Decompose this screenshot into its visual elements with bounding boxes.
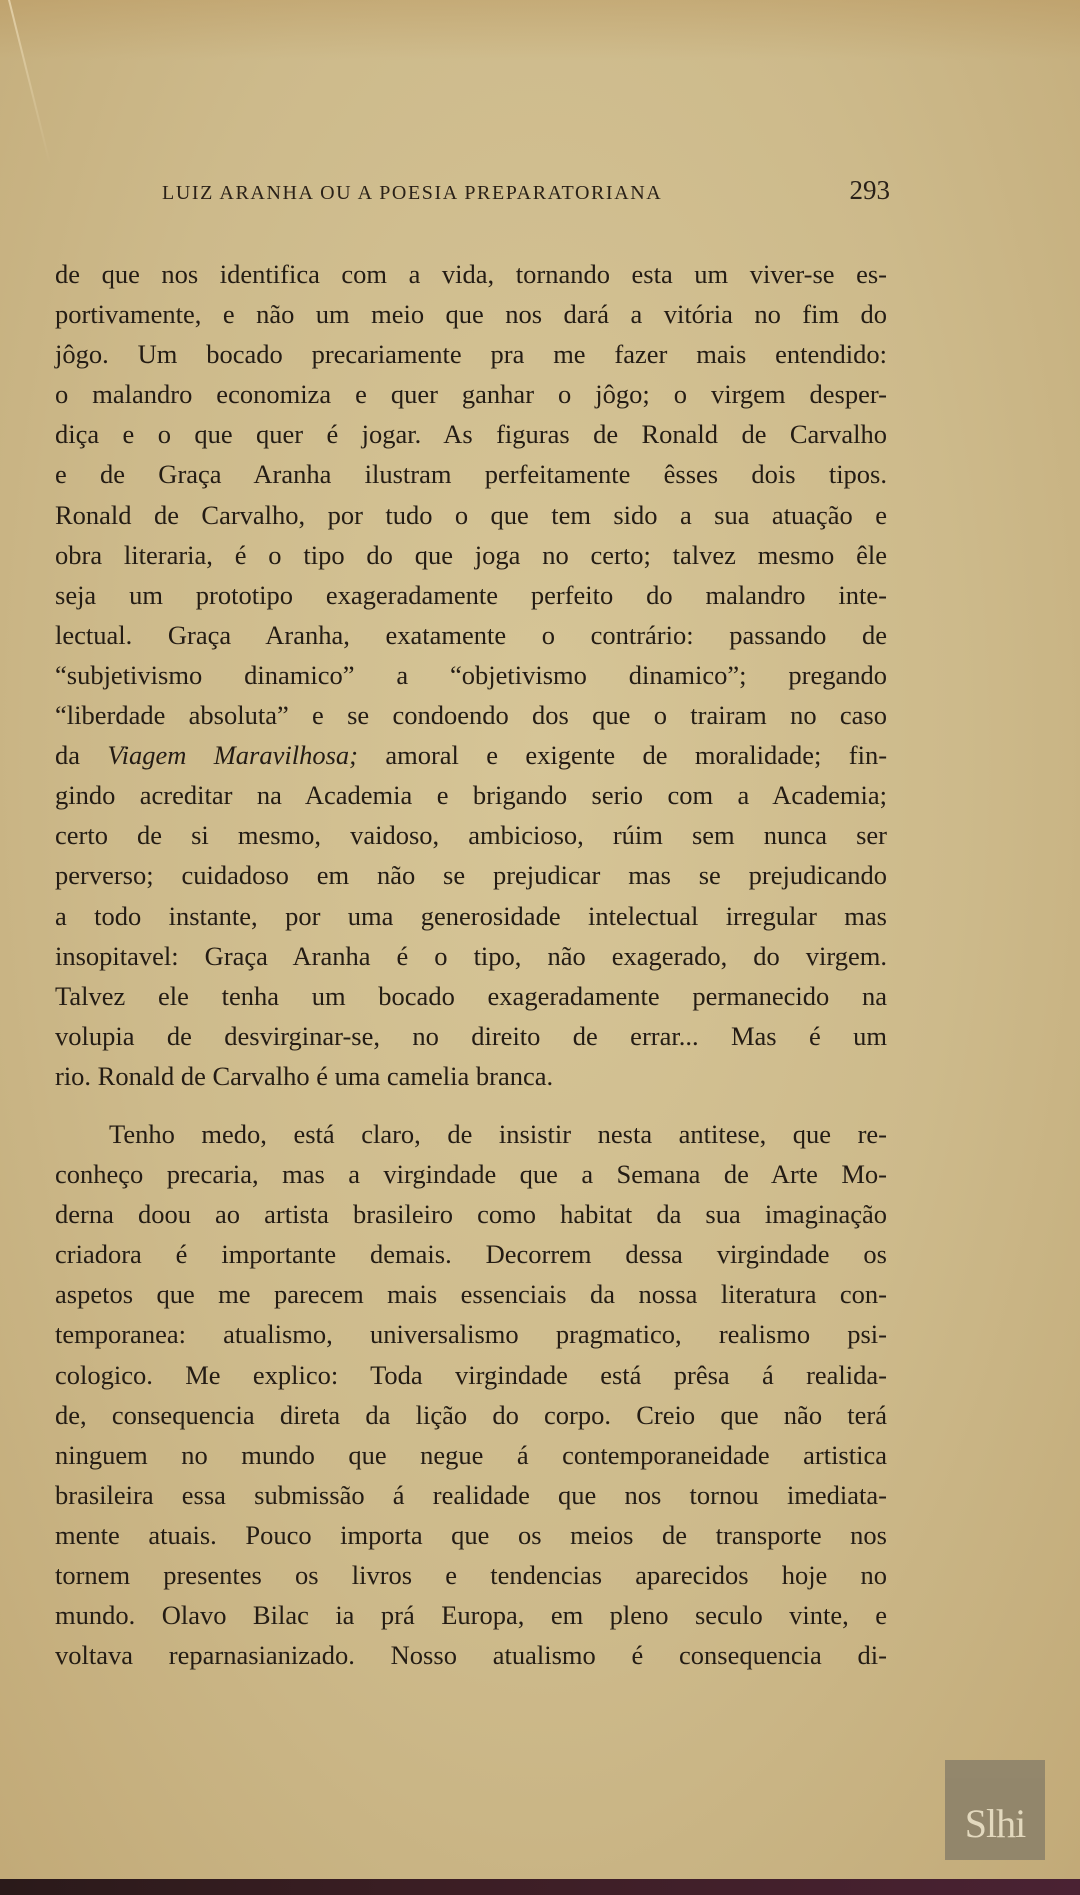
text-line: gindo acreditar na Academia e brigando serio com a Academia; xyxy=(55,780,887,811)
text-fragment: amoral e exigente de moralidade; fin- xyxy=(357,740,888,771)
running-head xyxy=(162,175,890,206)
text-line: volupia de desvirginar-se, no direito de errar... Mas é um xyxy=(55,1020,887,1051)
text-line: criadora é importante demais. Decorrem dessa virgindade os xyxy=(55,1239,887,1270)
text-line: tornem presentes os livros e tendencias aparecidos hoje no xyxy=(55,1560,887,1590)
text-line: voltava reparnasianizado. Nosso atualismo é consequencia di- xyxy=(55,1640,887,1671)
text-line: conheço precaria, mas a virgindade que a Semana de Arte Mo- xyxy=(55,1159,887,1190)
text-line: diça e o que quer é jogar. As figuras de Ronald de Carvalho xyxy=(55,419,887,450)
running-title: LUIZ ARANHA OU A POESIA PREPARATORIANA xyxy=(162,182,663,204)
text-line: seja um prototipo exageradamente perfeito do malandro inte- xyxy=(55,579,887,610)
text-line: rio. Ronald de Carvalho é uma camelia branca. xyxy=(55,1060,554,1091)
library-watermark-logo xyxy=(945,1760,1045,1860)
page-number: 293 xyxy=(849,175,890,205)
text-line: mundo. Olavo Bilac ia prá Europa, em pleno seculo vinte, e xyxy=(55,1600,887,1631)
text-line: Ronald de Carvalho, por tudo o que tem sido a sua atuação e xyxy=(55,499,887,530)
text-line: aspetos que me parecem mais essenciais da nossa literatura con- xyxy=(55,1279,887,1310)
text-line: cologico. Me explico: Toda virgindade está prêsa á realida- xyxy=(55,1359,887,1390)
page-bottom-edge xyxy=(0,1879,1080,1895)
watermark-text: Slhi xyxy=(964,1801,1026,1846)
text-line: ninguem no mundo que negue á contemporaneidade artistica xyxy=(55,1439,887,1470)
text-line: Tenho medo, está claro, de insistir nesta antitese, que re- xyxy=(109,1118,887,1149)
text-line: lectual. Graça Aranha, exatamente o contrário: passando de xyxy=(55,619,887,650)
text-line: a todo instante, por uma generosidade intelectual irregular mas xyxy=(55,900,887,931)
text-line: “liberdade absoluta” e se condoendo dos que o trairam no caso xyxy=(55,700,887,731)
text-line: jôgo. Um bocado precariamente pra me fazer mais entendido: xyxy=(55,339,887,370)
text-line-with-title xyxy=(55,735,887,775)
text-line: brasileira essa submissão á realidade que nos tornou imediata- xyxy=(55,1479,887,1510)
paper-crease xyxy=(8,0,51,165)
text-line: Talvez ele tenha um bocado exageradamente permanecido na xyxy=(55,980,887,1011)
text-line: insopitavel: Graça Aranha é o tipo, não exagerado, do virgem. xyxy=(55,940,887,971)
paragraph-gap xyxy=(55,1096,887,1114)
text-fragment: da xyxy=(55,740,108,771)
text-line: o malandro economiza e quer ganhar o jôgo; o virgem desper- xyxy=(55,379,887,410)
text-line: de, consequencia direta da lição do corpo. Creio que não terá xyxy=(55,1399,887,1430)
text-line: de que nos identifica com a vida, tornando esta um viver-se es- xyxy=(55,259,887,289)
text-line: mente atuais. Pouco importa que os meios de transporte nos xyxy=(55,1519,887,1550)
text-line: “subjetivismo dinamico” a “objetivismo dinamico”; pregando xyxy=(55,659,887,690)
body-text xyxy=(55,254,887,1675)
text-line: derna doou ao artista brasileiro como habitat da sua imaginação xyxy=(55,1199,887,1230)
text-line: perverso; cuidadoso em não se prejudicar mas se prejudicando xyxy=(55,860,887,891)
book-title-italic: Viagem Maravilhosa; xyxy=(107,740,358,771)
text-line: portivamente, e não um meio que nos dará a vitória no fim do xyxy=(55,299,887,330)
text-line: temporanea: atualismo, universalismo pragmatico, realismo psi- xyxy=(55,1319,887,1350)
text-line: obra literaria, é o tipo do que joga no certo; talvez mesmo êle xyxy=(55,539,887,570)
text-line: certo de si mesmo, vaidoso, ambicioso, rúim sem nunca ser xyxy=(55,820,887,851)
text-line: e de Graça Aranha ilustram perfeitamente êsses dois tipos. xyxy=(55,459,887,490)
